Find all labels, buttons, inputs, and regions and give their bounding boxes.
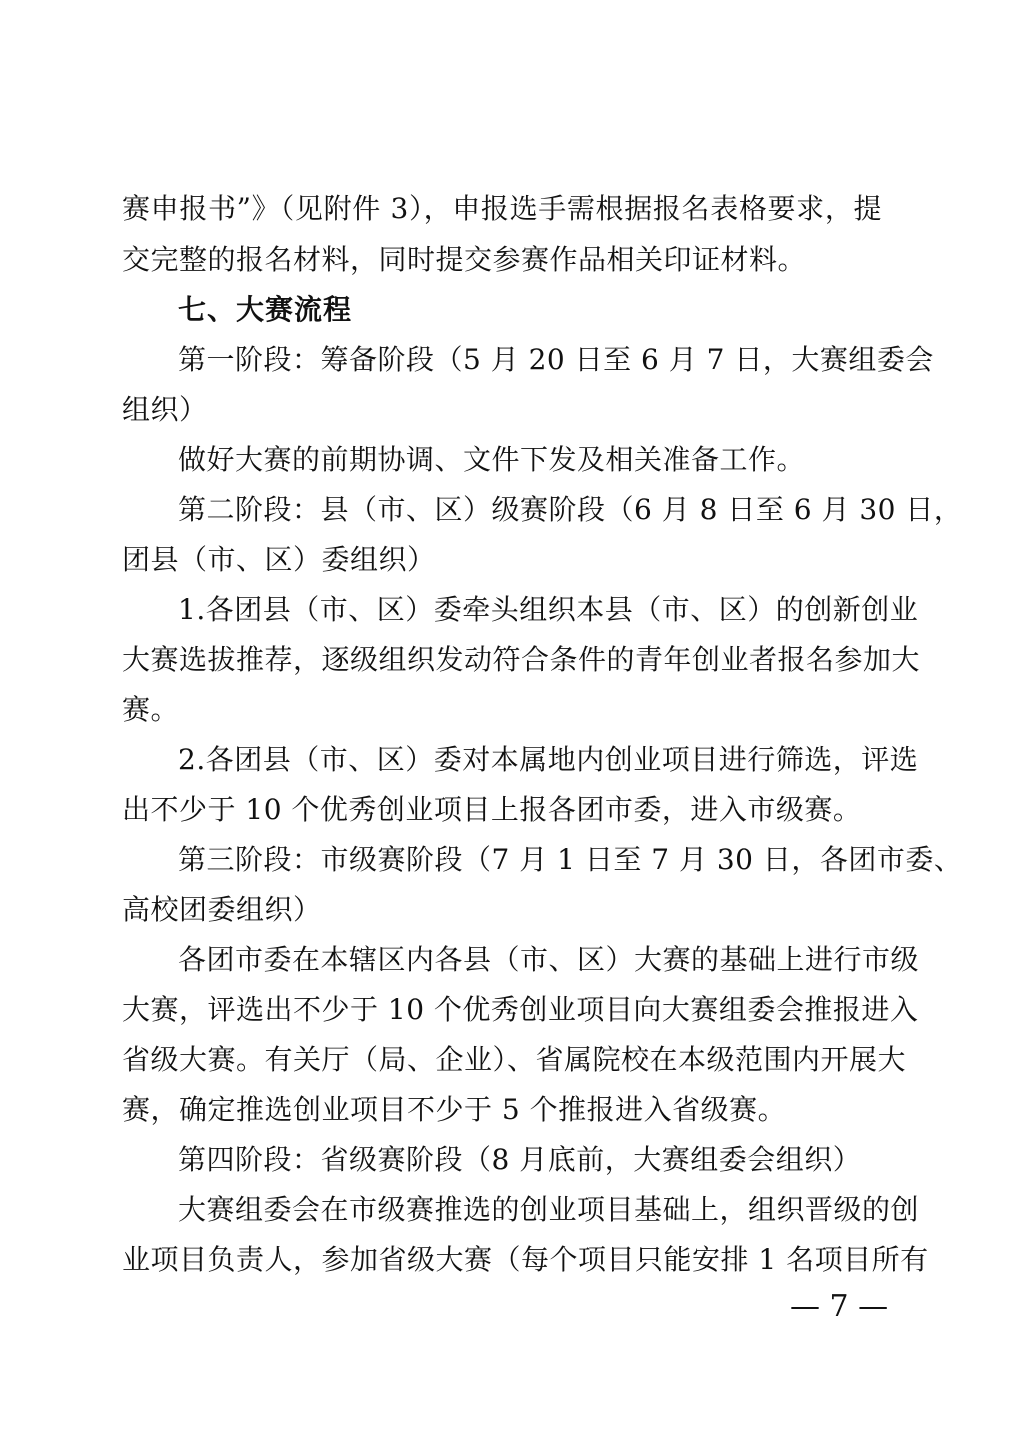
list-item-line: 1.各团县（市、区）委牵头组织本县（市、区）的创新创业 bbox=[178, 593, 919, 626]
stage-heading-line: 第四阶段：省级赛阶段（8 月底前，大赛组委会组织） bbox=[178, 1143, 862, 1176]
stage-heading-line: 第三阶段：市级赛阶段（7 月 1 日至 7 月 30 日，各团市委、 bbox=[178, 843, 963, 876]
body-text-line: 省级大赛。有关厅（局、企业）、省属院校在本级范围内开展大 bbox=[122, 1043, 907, 1076]
body-text-line: 赛申报书”》（见附件 3），申报选手需根据报名表格要求，提 bbox=[122, 192, 882, 225]
stage-heading-line: 第二阶段：县（市、区）级赛阶段（6 月 8 日至 6 月 30 日， bbox=[178, 493, 963, 526]
body-text-line: 赛，确定推选创业项目不少于 5 个推报进入省级赛。 bbox=[122, 1093, 787, 1126]
stage-heading-line: 第一阶段：筹备阶段（5 月 20 日至 6 月 7 日，大赛组委会 bbox=[178, 343, 934, 376]
section-heading: 七、大赛流程 bbox=[178, 293, 353, 326]
body-text-line: 交完整的报名材料，同时提交参赛作品相关印证材料。 bbox=[122, 243, 807, 276]
body-text-line: 大赛，评选出不少于 10 个优秀创业项目向大赛组委会推报进入 bbox=[122, 993, 919, 1026]
list-item-line: 2.各团县（市、区）委对本属地内创业项目进行筛选，评选 bbox=[178, 743, 919, 776]
list-item-line: 赛。 bbox=[122, 693, 180, 726]
body-text-line: 做好大赛的前期协调、文件下发及相关准备工作。 bbox=[178, 443, 806, 476]
body-text-line: 业项目负责人，参加省级大赛（每个项目只能安排 1 名项目所有 bbox=[122, 1243, 929, 1276]
stage-heading-line: 组织） bbox=[122, 393, 208, 426]
list-item-line: 大赛选拔推荐，逐级组织发动符合条件的青年创业者报名参加大 bbox=[122, 643, 921, 676]
list-item-line: 出不少于 10 个优秀创业项目上报各团市委，进入市级赛。 bbox=[122, 793, 862, 826]
stage-heading-line: 团县（市、区）委组织） bbox=[122, 543, 436, 576]
body-text-line: 大赛组委会在市级赛推选的创业项目基础上，组织晋级的创 bbox=[178, 1193, 920, 1226]
stage-heading-line: 高校团委组织） bbox=[122, 893, 322, 926]
body-text-line: 各团市委在本辖区内各县（市、区）大赛的基础上进行市级 bbox=[178, 943, 920, 976]
page-number: — 7 — bbox=[790, 1289, 889, 1324]
